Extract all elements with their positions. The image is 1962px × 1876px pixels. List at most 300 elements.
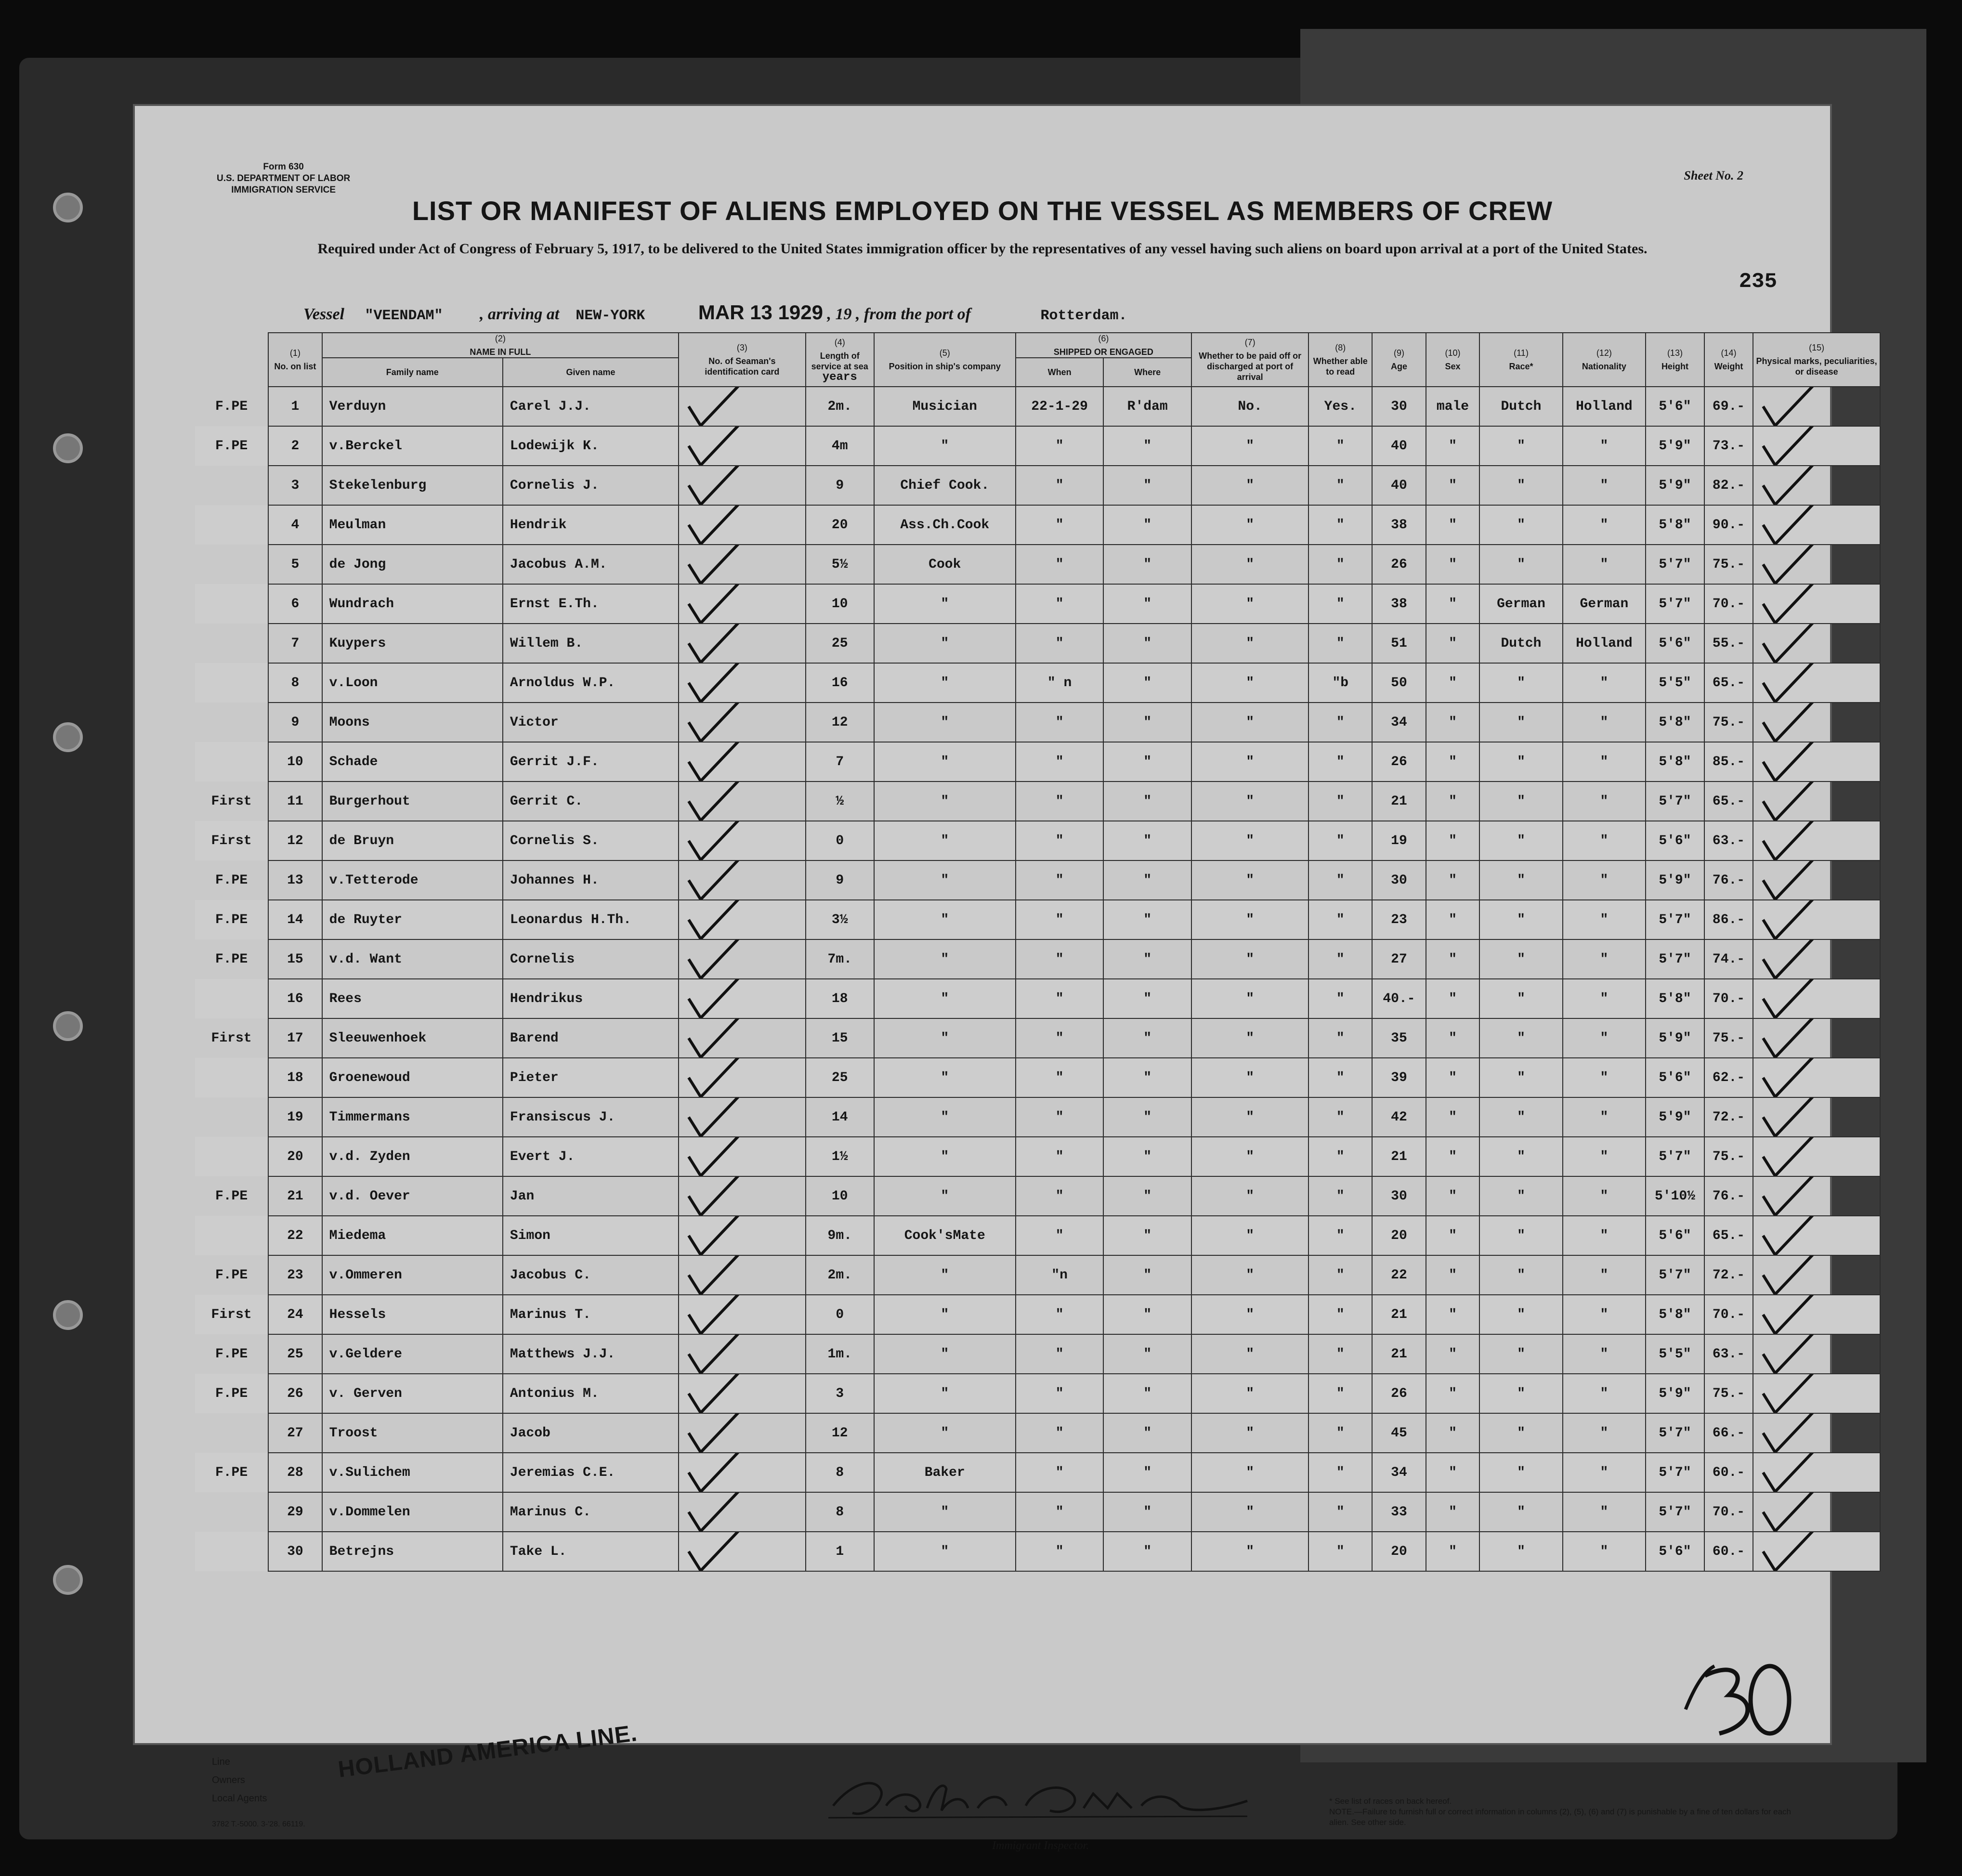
table-row bbox=[195, 1492, 1880, 1532]
physical-marks-check bbox=[1753, 584, 1880, 624]
position: " bbox=[874, 1295, 1016, 1334]
table-row bbox=[195, 1058, 1880, 1097]
check-mark-icon bbox=[684, 1018, 751, 1058]
seaman-card-check bbox=[679, 979, 806, 1018]
position: " bbox=[874, 1255, 1016, 1295]
physical-marks-check bbox=[1753, 1295, 1880, 1334]
check-mark-icon bbox=[1758, 1058, 1802, 1097]
physical-marks-check bbox=[1753, 782, 1880, 821]
local-agents-label: Local Agents bbox=[212, 1793, 267, 1804]
height: 5'6" bbox=[1646, 821, 1704, 860]
family-name: de Bruyn bbox=[322, 821, 503, 860]
paid-off: " bbox=[1191, 466, 1308, 505]
shipped-where: " bbox=[1103, 821, 1191, 860]
paid-off: " bbox=[1191, 1097, 1308, 1137]
paid-off: " bbox=[1191, 1413, 1308, 1453]
height: 5'7" bbox=[1646, 1255, 1704, 1295]
sex: " bbox=[1426, 1058, 1480, 1097]
check-mark-icon bbox=[1758, 466, 1802, 505]
seaman-card-check bbox=[679, 1216, 806, 1255]
handwritten-tally bbox=[1676, 1656, 1801, 1743]
paid-off: " bbox=[1191, 663, 1308, 703]
seaman-card-check bbox=[679, 466, 806, 505]
shipped-where: " bbox=[1103, 505, 1191, 545]
departure-port: Rotterdam. bbox=[1040, 308, 1127, 324]
given-name: Lodewijk K. bbox=[503, 426, 679, 466]
weight: 74.- bbox=[1704, 939, 1753, 979]
race: Dutch bbox=[1479, 624, 1562, 663]
shipped-when: " bbox=[1016, 821, 1104, 860]
nationality: " bbox=[1563, 782, 1646, 821]
sex: " bbox=[1426, 545, 1480, 584]
race: " bbox=[1479, 1334, 1562, 1374]
given-name: Pieter bbox=[503, 1058, 679, 1097]
weight: 75.- bbox=[1704, 1137, 1753, 1176]
able-to-read: " bbox=[1308, 900, 1372, 939]
seaman-card-check bbox=[679, 1532, 806, 1571]
check-mark-icon bbox=[1758, 624, 1802, 663]
paid-off: " bbox=[1191, 1532, 1308, 1571]
line-label: Line bbox=[212, 1757, 230, 1767]
binding-hole bbox=[53, 433, 83, 463]
binding-hole bbox=[53, 193, 83, 222]
able-to-read: " bbox=[1308, 1532, 1372, 1571]
able-to-read: " bbox=[1308, 1137, 1372, 1176]
header-length-of-service: (4) Length of service at sea years bbox=[806, 333, 874, 387]
physical-marks-check bbox=[1753, 979, 1880, 1018]
margin-note bbox=[195, 1216, 268, 1255]
margin-note bbox=[195, 1137, 268, 1176]
table-row bbox=[195, 1255, 1880, 1295]
header-position: (5) Position in ship's company bbox=[874, 333, 1016, 387]
nationality: " bbox=[1563, 1176, 1646, 1216]
age: 40.- bbox=[1372, 979, 1426, 1018]
margin-header bbox=[195, 333, 268, 387]
weight: 70.- bbox=[1704, 979, 1753, 1018]
shipped-where: " bbox=[1103, 1137, 1191, 1176]
weight: 76.- bbox=[1704, 1176, 1753, 1216]
given-name: Antonius M. bbox=[503, 1374, 679, 1413]
family-name: v.Berckel bbox=[322, 426, 503, 466]
shipped-where: " bbox=[1103, 939, 1191, 979]
vessel-label: Vessel bbox=[303, 305, 344, 323]
height: 5'8" bbox=[1646, 505, 1704, 545]
paid-off: " bbox=[1191, 1137, 1308, 1176]
length-of-service: 9 bbox=[806, 860, 874, 900]
given-name: Cornelis J. bbox=[503, 466, 679, 505]
shipped-when: " bbox=[1016, 939, 1104, 979]
length-of-service: 9m. bbox=[806, 1216, 874, 1255]
sex: " bbox=[1426, 1453, 1480, 1492]
margin-note: F.PE bbox=[215, 873, 248, 888]
nationality: " bbox=[1563, 821, 1646, 860]
weight: 65.- bbox=[1704, 782, 1753, 821]
family-name: Groenewoud bbox=[322, 1058, 503, 1097]
given-name: Jan bbox=[503, 1176, 679, 1216]
family-name: v.d. Want bbox=[322, 939, 503, 979]
height: 5'6" bbox=[1646, 1216, 1704, 1255]
sex: " bbox=[1426, 979, 1480, 1018]
physical-marks-check bbox=[1753, 1453, 1880, 1492]
position: Chief Cook. bbox=[874, 466, 1016, 505]
paid-off: " bbox=[1191, 545, 1308, 584]
table-row bbox=[195, 466, 1880, 505]
shipped-where: " bbox=[1103, 860, 1191, 900]
paid-off: " bbox=[1191, 426, 1308, 466]
sex: " bbox=[1426, 703, 1480, 742]
paid-off: " bbox=[1191, 742, 1308, 782]
binding-hole bbox=[53, 1565, 83, 1595]
margin-note bbox=[195, 1413, 268, 1453]
race: " bbox=[1479, 1453, 1562, 1492]
check-mark-icon bbox=[1758, 821, 1802, 860]
physical-marks-check bbox=[1753, 860, 1880, 900]
height: 5'6" bbox=[1646, 1058, 1704, 1097]
nationality: German bbox=[1563, 584, 1646, 624]
seaman-card-check bbox=[679, 1492, 806, 1532]
age: 51 bbox=[1372, 624, 1426, 663]
length-of-service: 7m. bbox=[806, 939, 874, 979]
physical-marks-check bbox=[1753, 1255, 1880, 1295]
sex: " bbox=[1426, 466, 1480, 505]
margin-note: F.PE bbox=[215, 951, 248, 967]
weight: 76.- bbox=[1704, 860, 1753, 900]
paid-off: " bbox=[1191, 703, 1308, 742]
weight: 69.- bbox=[1704, 387, 1753, 426]
margin-note: First bbox=[195, 821, 268, 860]
seaman-card-check bbox=[679, 624, 806, 663]
shipped-where: " bbox=[1103, 900, 1191, 939]
weight: 70.- bbox=[1704, 1295, 1753, 1334]
family-name: de Ruyter bbox=[322, 900, 503, 939]
age: 35 bbox=[1372, 1018, 1426, 1058]
voyage-line bbox=[303, 301, 1127, 324]
family-name: Stekelenburg bbox=[322, 466, 503, 505]
physical-marks-check bbox=[1753, 742, 1880, 782]
table-row bbox=[195, 545, 1880, 584]
table-row bbox=[195, 1453, 1880, 1492]
length-of-service: 0 bbox=[806, 1295, 874, 1334]
height: 5'6" bbox=[1646, 624, 1704, 663]
check-mark-icon bbox=[1758, 663, 1802, 703]
given-name: Jacobus A.M. bbox=[503, 545, 679, 584]
check-mark-icon bbox=[684, 1255, 751, 1295]
shipped-where: " bbox=[1103, 1374, 1191, 1413]
height: 5'8" bbox=[1646, 742, 1704, 782]
header-weight: (14) Weight bbox=[1704, 333, 1753, 387]
given-name: Hendrik bbox=[503, 505, 679, 545]
header-race: (11) Race* bbox=[1479, 333, 1562, 387]
race: " bbox=[1479, 1255, 1562, 1295]
position: " bbox=[874, 1058, 1016, 1097]
table-row bbox=[195, 1334, 1880, 1374]
age: 40 bbox=[1372, 466, 1426, 505]
height: 5'9" bbox=[1646, 466, 1704, 505]
paid-off: " bbox=[1191, 821, 1308, 860]
paid-off: " bbox=[1191, 1453, 1308, 1492]
check-mark-icon bbox=[684, 1453, 751, 1492]
margin-note bbox=[195, 1097, 268, 1137]
height: 5'6" bbox=[1646, 387, 1704, 426]
height: 5'9" bbox=[1646, 1018, 1704, 1058]
physical-marks-check bbox=[1753, 1413, 1880, 1453]
able-to-read: " bbox=[1308, 1453, 1372, 1492]
shipped-where: " bbox=[1103, 1255, 1191, 1295]
position: " bbox=[874, 1532, 1016, 1571]
margin-note bbox=[195, 663, 268, 703]
table-row bbox=[195, 1176, 1880, 1216]
nationality: " bbox=[1563, 1058, 1646, 1097]
seaman-card-check bbox=[679, 703, 806, 742]
family-name: v.d. Zyden bbox=[322, 1137, 503, 1176]
sheet-label: Sheet No. bbox=[1684, 169, 1734, 182]
check-mark-icon bbox=[1758, 426, 1802, 466]
age: 20 bbox=[1372, 1532, 1426, 1571]
holland-america-line-stamp: HOLLAND AMERICA LINE. bbox=[337, 1720, 639, 1783]
position: " bbox=[874, 584, 1016, 624]
position: Ass.Ch.Cook bbox=[874, 505, 1016, 545]
nationality: " bbox=[1563, 1137, 1646, 1176]
list-number: 13 bbox=[268, 860, 322, 900]
weight: 60.- bbox=[1704, 1532, 1753, 1571]
family-name: Burgerhout bbox=[322, 782, 503, 821]
length-of-service: 5½ bbox=[806, 545, 874, 584]
given-name: Evert J. bbox=[503, 1137, 679, 1176]
arrival-port: NEW-YORK bbox=[576, 308, 645, 324]
check-mark-icon bbox=[684, 426, 751, 466]
length-of-service: 15 bbox=[806, 1018, 874, 1058]
length-of-service: 9 bbox=[806, 466, 874, 505]
length-of-service: 14 bbox=[806, 1097, 874, 1137]
binding-holes bbox=[53, 193, 92, 1637]
paid-off: " bbox=[1191, 900, 1308, 939]
check-mark-icon bbox=[1758, 1334, 1802, 1374]
weight: 72.- bbox=[1704, 1255, 1753, 1295]
position: " bbox=[874, 426, 1016, 466]
paid-off: " bbox=[1191, 1216, 1308, 1255]
header-where: Where bbox=[1103, 358, 1191, 387]
able-to-read: "b bbox=[1308, 663, 1372, 703]
weight: 75.- bbox=[1704, 1374, 1753, 1413]
page-number: 235 bbox=[1739, 270, 1777, 294]
position: " bbox=[874, 1492, 1016, 1532]
sex: " bbox=[1426, 1334, 1480, 1374]
table-row bbox=[195, 505, 1880, 545]
age: 26 bbox=[1372, 742, 1426, 782]
shipped-where: " bbox=[1103, 703, 1191, 742]
check-mark-icon bbox=[684, 545, 751, 584]
margin-note bbox=[195, 505, 268, 545]
weight: 63.- bbox=[1704, 821, 1753, 860]
nationality: " bbox=[1563, 1097, 1646, 1137]
race: " bbox=[1479, 1097, 1562, 1137]
race: " bbox=[1479, 1374, 1562, 1413]
height: 5'9" bbox=[1646, 1097, 1704, 1137]
length-of-service: 3½ bbox=[806, 900, 874, 939]
check-mark-icon bbox=[684, 1334, 751, 1374]
age: 27 bbox=[1372, 939, 1426, 979]
list-number: 27 bbox=[268, 1413, 322, 1453]
nationality: " bbox=[1563, 1453, 1646, 1492]
able-to-read: " bbox=[1308, 821, 1372, 860]
position: " bbox=[874, 663, 1016, 703]
weight: 75.- bbox=[1704, 703, 1753, 742]
table-row bbox=[195, 782, 1880, 821]
given-name: Jeremias C.E. bbox=[503, 1453, 679, 1492]
sex: " bbox=[1426, 1176, 1480, 1216]
table-row bbox=[195, 1216, 1880, 1255]
height: 5'8" bbox=[1646, 1295, 1704, 1334]
length-of-service: 3 bbox=[806, 1374, 874, 1413]
family-name: Miedema bbox=[322, 1216, 503, 1255]
given-name: Matthews J.J. bbox=[503, 1334, 679, 1374]
family-name: Sleeuwenhoek bbox=[322, 1018, 503, 1058]
length-of-service: 7 bbox=[806, 742, 874, 782]
list-number: 25 bbox=[268, 1334, 322, 1374]
list-number: 30 bbox=[268, 1532, 322, 1571]
given-name: Barend bbox=[503, 1018, 679, 1058]
table-row bbox=[195, 1532, 1880, 1571]
margin-note: F.PE bbox=[195, 1453, 268, 1492]
height: 5'9" bbox=[1646, 1374, 1704, 1413]
check-mark-icon bbox=[684, 821, 751, 860]
race: " bbox=[1479, 900, 1562, 939]
check-mark-icon bbox=[1758, 1374, 1802, 1413]
shipped-when: " bbox=[1016, 1058, 1104, 1097]
age: 34 bbox=[1372, 1453, 1426, 1492]
height: 5'10½ bbox=[1646, 1176, 1704, 1216]
height: 5'8" bbox=[1646, 703, 1704, 742]
age: 45 bbox=[1372, 1413, 1426, 1453]
sex: " bbox=[1426, 505, 1480, 545]
age: 21 bbox=[1372, 1334, 1426, 1374]
age: 34 bbox=[1372, 703, 1426, 742]
list-number: 20 bbox=[268, 1137, 322, 1176]
able-to-read: Yes. bbox=[1308, 387, 1372, 426]
list-number: 19 bbox=[268, 1097, 322, 1137]
age: 20 bbox=[1372, 1216, 1426, 1255]
table-row bbox=[195, 624, 1880, 663]
physical-marks-check bbox=[1753, 624, 1880, 663]
list-number: 29 bbox=[268, 1492, 322, 1532]
check-mark-icon bbox=[684, 584, 751, 624]
shipped-when: " bbox=[1016, 742, 1104, 782]
physical-marks-check bbox=[1753, 1216, 1880, 1255]
list-number: 7 bbox=[268, 624, 322, 663]
weight: 73.- bbox=[1704, 426, 1753, 466]
physical-marks-check bbox=[1753, 1137, 1880, 1176]
paid-off: " bbox=[1191, 782, 1308, 821]
header-family-name: Family name bbox=[322, 358, 503, 387]
crew-manifest-table bbox=[195, 332, 1881, 1572]
shipped-when: " bbox=[1016, 1018, 1104, 1058]
check-mark-icon bbox=[684, 1097, 751, 1137]
paid-off: " bbox=[1191, 624, 1308, 663]
nationality: " bbox=[1563, 742, 1646, 782]
list-number: 28 bbox=[268, 1453, 322, 1492]
seaman-card-check bbox=[679, 782, 806, 821]
position: " bbox=[874, 742, 1016, 782]
age: 30 bbox=[1372, 1176, 1426, 1216]
margin-note: First bbox=[195, 1295, 268, 1334]
family-name: Troost bbox=[322, 1413, 503, 1453]
given-name: Marinus T. bbox=[503, 1295, 679, 1334]
sex: " bbox=[1426, 1137, 1480, 1176]
shipped-where: " bbox=[1103, 1334, 1191, 1374]
shipped-when: " bbox=[1016, 1532, 1104, 1571]
position: " bbox=[874, 979, 1016, 1018]
seaman-card-check bbox=[679, 1137, 806, 1176]
weight: 75.- bbox=[1704, 1018, 1753, 1058]
nationality: " bbox=[1563, 1532, 1646, 1571]
legal-requirement-text: Required under Act of Congress of February 5, 1917, to be delivered to the United States immigration officer by the representatives of any vessel having such aliens on board upon arrival at a port of the United States. bbox=[317, 241, 1648, 257]
given-name: Carel J.J. bbox=[503, 387, 679, 426]
length-of-service: 2m. bbox=[806, 1255, 874, 1295]
check-mark-icon bbox=[684, 1295, 751, 1334]
check-mark-icon bbox=[1758, 505, 1802, 545]
weight: 60.- bbox=[1704, 1453, 1753, 1492]
race: " bbox=[1479, 1176, 1562, 1216]
race: " bbox=[1479, 1413, 1562, 1453]
margin-note bbox=[195, 1058, 268, 1097]
age: 21 bbox=[1372, 1137, 1426, 1176]
margin-note bbox=[195, 742, 268, 782]
physical-marks-check bbox=[1753, 1334, 1880, 1374]
family-name: v.Geldere bbox=[322, 1334, 503, 1374]
shipped-where: " bbox=[1103, 1295, 1191, 1334]
given-name: Simon bbox=[503, 1216, 679, 1255]
from-port-label: , from the port of bbox=[856, 305, 971, 323]
physical-marks-check bbox=[1753, 426, 1880, 466]
check-mark-icon bbox=[1758, 545, 1802, 584]
race: " bbox=[1479, 979, 1562, 1018]
age: 21 bbox=[1372, 1295, 1426, 1334]
given-name: Victor bbox=[503, 703, 679, 742]
family-name: v.Loon bbox=[322, 663, 503, 703]
height: 5'5" bbox=[1646, 1334, 1704, 1374]
length-of-service: 2m. bbox=[806, 387, 874, 426]
length-of-service: 1m. bbox=[806, 1334, 874, 1374]
position: " bbox=[874, 939, 1016, 979]
shipped-when: " bbox=[1016, 466, 1104, 505]
length-of-service: 10 bbox=[806, 584, 874, 624]
weight: 55.- bbox=[1704, 624, 1753, 663]
able-to-read: " bbox=[1308, 624, 1372, 663]
header-able-to-read: (8) Whether able to read bbox=[1308, 333, 1372, 387]
check-mark-icon bbox=[684, 1137, 751, 1176]
family-name: de Jong bbox=[322, 545, 503, 584]
check-mark-icon bbox=[1758, 1097, 1802, 1137]
position: Baker bbox=[874, 1453, 1016, 1492]
margin-note bbox=[195, 1492, 268, 1532]
document-title: LIST OR MANIFEST OF ALIENS EMPLOYED ON THE VESSEL AS MEMBERS OF CREW bbox=[412, 195, 1553, 226]
family-name: Hessels bbox=[322, 1295, 503, 1334]
shipped-when: " bbox=[1016, 505, 1104, 545]
physical-marks-check bbox=[1753, 821, 1880, 860]
check-mark-icon bbox=[684, 1413, 751, 1453]
table-row bbox=[195, 387, 1880, 426]
header-no-on-list: (1) No. on list bbox=[268, 333, 322, 387]
height: 5'8" bbox=[1646, 979, 1704, 1018]
table-row bbox=[195, 1097, 1880, 1137]
family-name: v.d. Oever bbox=[322, 1176, 503, 1216]
sex: " bbox=[1426, 624, 1480, 663]
weight: 63.- bbox=[1704, 1334, 1753, 1374]
physical-marks-check bbox=[1753, 545, 1880, 584]
shipped-when: " bbox=[1016, 860, 1104, 900]
header-shipped-engaged: (6) SHIPPED OR ENGAGED bbox=[1016, 333, 1191, 358]
nationality: " bbox=[1563, 1492, 1646, 1532]
